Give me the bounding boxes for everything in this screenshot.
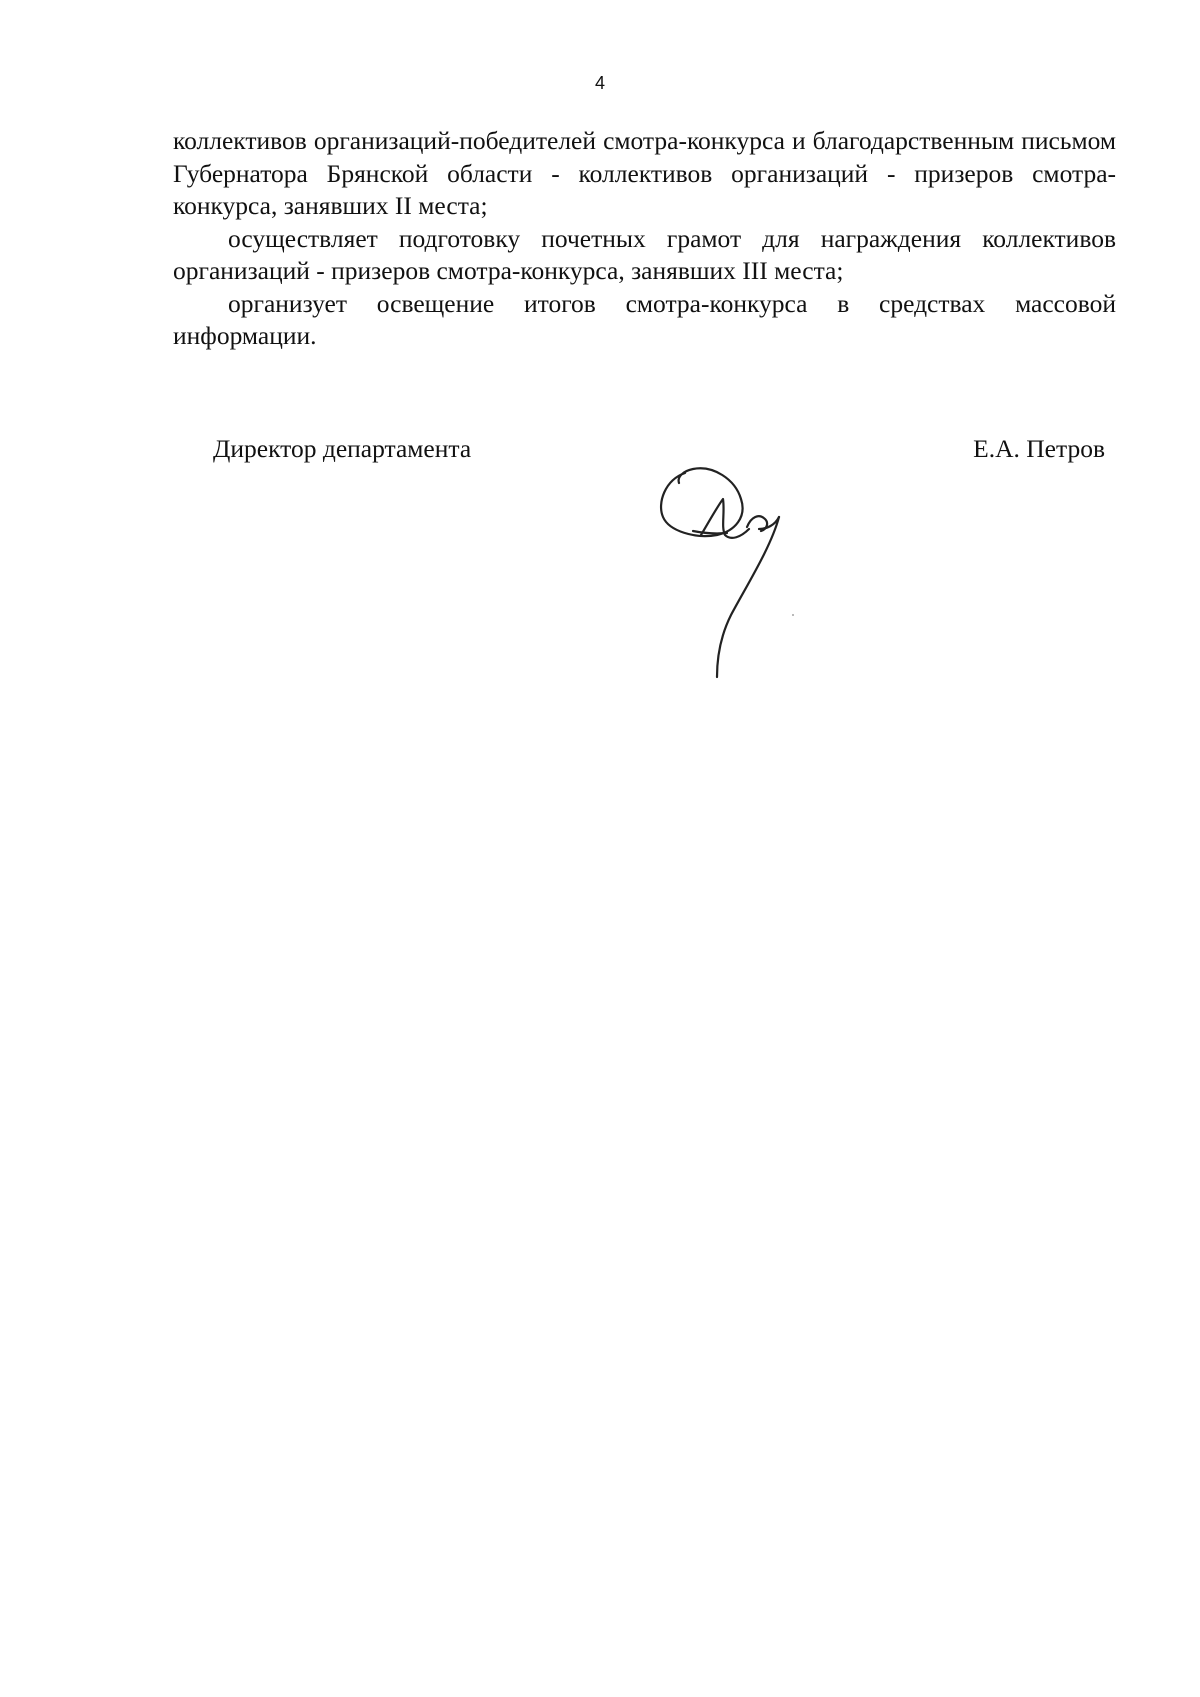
paragraph-continuation: коллективов организаций-победителей смотра-конкурса и благодарственным письмом Губернатора Брянской области - коллективов организаций - призеров смотра-конкурса, занявших II места; [173,126,1116,220]
page-number: 4 [594,73,605,93]
handwritten-signature [655,455,805,685]
signer-title: Директор департамента [213,434,472,463]
paragraph-media-coverage: организует освещение итогов смотра-конкурса в средствах массовой информации. [173,288,1116,350]
signer-name: Е.А. Петров [973,434,1105,463]
paragraph-certificates: осуществляет подготовку почетных грамот для награждения коллективов организаций - призеров смотра-конкурса, занявших III места; [173,223,1116,285]
document-body [173,125,1116,353]
